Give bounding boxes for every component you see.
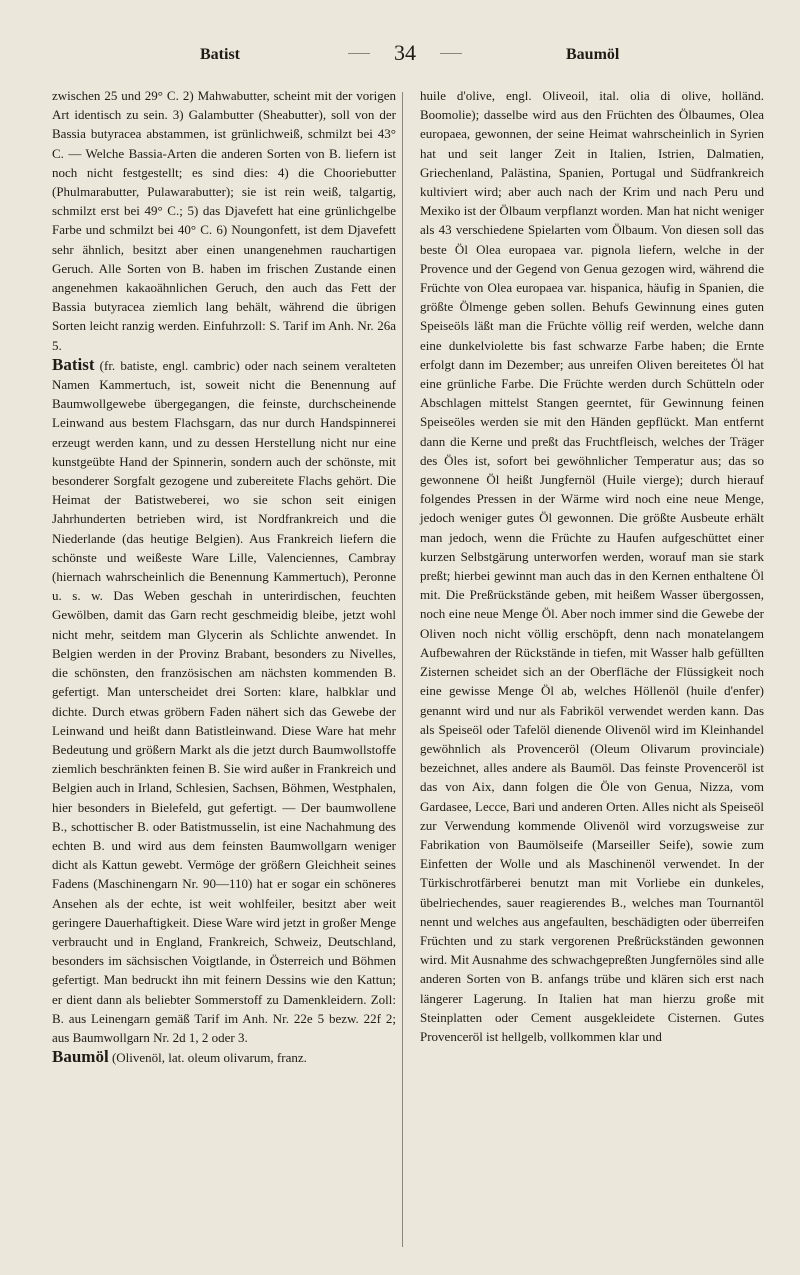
baumoel-entry-text-start: (Olivenöl, lat. oleum olivarum, franz. <box>108 1050 307 1066</box>
batist-entry <box>52 355 396 1047</box>
running-header <box>0 38 800 68</box>
column-divider <box>402 92 403 1247</box>
baumoel-entry <box>52 1047 396 1067</box>
baumoel-entry-continuation: huile d'olive, engl. Oliveoil, ital. olia di olive, holländ. Boomolie); dasselbe wird aus den Früchten des Ölbaumes, Olea europaea, gewonnen, der seine Heimat wahrscheinlich in Syrien hat und seit langer Zeit in Italien, Istrien, Dalmatien, Griechenland, Palästina, Spanien, Portugal und Südfrankreich kultiviert wird; aber auch nach der Krim und nach Peru und Mexiko ist der Ölbaum verpflanzt worden. Man hat nicht weniger als 43 verschiedene Spielarten vom Ölbaum. Von diesen soll das beste Öl Olea europaea var. pignola liefern, welche in der Provence und der Gegend von Genua gezogen wird, während die Früchte von Olea europaea var. hispanica, häufig in Spanien, die größte Ölmenge geben sollen. Behufs Gewinnung eines guten Speiseöls läßt man die Früchte völlig reif werden, welche dann eine dunkelviolette bis fast schwarze Farbe haben; die Ernte erfolgt dann im Dezember; aus unreifen Oliven bereitetes Öl hat eine grünliche Farbe. Die Früchte werden durch Schütteln oder Abschlagen mittelst Stangen geerntet, für Gewinnung feinen Speiseöles werden sie mit den Händen gepflückt. Man entfernt dann die Kerne und preßt das Fruchtfleisch, welches der Träger des Öles ist, sofort bei gewöhnlicher Temperatur aus; das so gewonnene Öl heißt Jungfernöl (Huile vierge); durch hierauf folgendes Pressen in der Wärme wird noch eine neue Menge, jedoch weniger gutes Öl gewonnen. Die größte Ausbeute erhält man jedoch, wenn die Früchte zu Haufen aufgeschüttet einer kurzen Selbstgärung unterworfen werden, worauf man sie stark preßt; hierbei gewinnt man auch das in den Kernen enthaltene Öl mit. Die Preßrückstände geben, mit heißem Wasser übergossen, noch eine neue Menge Öl. Aber noch immer sind die Gewebe der Oliven noch nicht völlig erschöpft, denn nach monatelangem Aufbewahren der Rückstände in tiefen, mit Wasser halb gefüllten Zisternen scheidet sich an der Oberfläche der Flüssigkeit noch eine gewisse Menge Öl ab, welches Höllenöl (huile d'enfer) genannt wird und nur als Fabriköl verwendet werden kann. Das als Speiseöl oder Tafelöl dienende Olivenöl wird im Kleinhandel gewöhnlich als Provenceröl (Oleum Olivarum provinciale) bezeichnet, alles andere als Baumöl. Das feinste Provenceröl ist das von Aix, dann folgen die Öle von Genua, Nizza, vom Gardasee, Lecce, Bari und anderen Orten. Alles nicht als Speiseöl zur Verwendung kommende Olivenöl wird vorzugsweise zur Fabrikation von Baumölseife (Marseiller Seife), sowie zum Einfetten der Wolle und als Maschinenöl verwendet. In der Türkischrotfärberei benutzt man mit Vorliebe ein dunkeles, übelriechendes, sauer reagierendes B., welches man Tournantöl nennt und welches aus angefaulten, beschädigten oder überreifen Früchten und zu stark vergorenen Preßrückständen gewonnen wird. Mit Ausnahme des schwachgepreßten Jungfernöles sind alle anderen Sorten von B. anfangs trübe und klären sich erst nach längerer Lagerung. In Italien hat man hierzu große mit Steinplatten oder Cement ausgekleidete Cisternen. Gutes Provenceröl ist hellgelb, vollkommen klar und <box>420 88 764 1044</box>
header-right-keyword: Baumöl <box>566 46 620 63</box>
batist-entry-text: (fr. batiste, engl. cambric) oder nach seinem veralteten Namen Kammertuch, ist, soweit nicht die Benennung auf Baumwollgewebe übergegangen, die feinste, durchscheinende Leinwand aus bestem Flachsgarn, das nur durch Handspinnerei erzeugt werden kann, und zu dessen Herstellung nicht nur eine kunstgeübte Hand der Spinnerin, sondern auch der schönste, mit besonderer Sorgfalt gezogene und zubereitete Flachs gehört. Die Heimat der Batistweberei, wo sie schon seit einigen Jahrhunderten betrieben wird, ist Nordfrankreich und die Niederlande (das heutige Belgien). Aus Frankreich liefern die schönste und weißeste Ware Lille, Valenciennes, Cambray (hiernach wahrscheinlich die Benennung Kammertuch), Peronne u. s. w. Das Weben geschah in unterirdischen, feuchten Gewölben, damit das Garn recht geschmeidig bleibe, jetzt wohl nicht mehr, seitdem man Glycerin als Schlichte anwendet. In Belgien werden in der Provinz Brabant, besonders zu Nivelles, die schönsten, den französischen am nächsten kommenden B. gefertigt. Man unterscheidet drei Sorten: klare, halbklar und dichte. Durch etwas gröbern Faden nähert sich das Gewebe der Leinwand und heißt dann Batistleinwand. Diese Ware hat mehr Bedeutung und größern Markt als die jetzt durch Baumwollstoffe ziemlich beschränkten feinen B. Sie wird außer in Frankreich und Belgien auch in Irland, Schlesien, Sachsen, Böhmen, Westphalen, hier besonders in Bielefeld, gut gefertigt. — Der baumwollene B., schottischer B. oder Batistmusselin, ist eine Nachahmung des echten B. und wird aus dem feinsten Baumwollgarn weniger dicht als Kattun gewebt. Vermöge der größern Gleichheit seines Fadens (Maschinengarn Nr. 90—110) hat er sogar ein schöneres Ansehen als der echte, ist weit wohlfeiler, besitzt aber weit geringere Dauerhaftigkeit. Diese Ware wird jetzt in großer Menge verbraucht und in England, Frankreich, Schweiz, Deutschland, besonders im sächsischen Voigtlande, in Österreich und Böhmen gefertigt. Man bedruckt ihn mit feinern Dessins wie den Kattun; er dient dann als beliebter Sommerstoff zu Damenkleidern. Zoll: B. aus Leinengarn gemäß Tarif im Anh. Nr. 22e 5 bezw. 22f 2; aus Baumwollgarn Nr. 2d 1, 2 oder 3. <box>52 357 396 1045</box>
entry-headword-batist: Batist <box>52 354 95 374</box>
right-column <box>420 86 764 1046</box>
bassia-butter-paragraph: zwischen 25 und 29° C. 2) Mahwabutter, scheint mit der vorigen Art identisch zu sein. 3) Galambutter (Sheabutter), soll von der Bassia butyracea abstammen, ist grünlichweiß, schmilzt bei 43° C. — Welche Bassia-Arten die anderen Sorten von B. liefern ist noch nicht festgestellt; es sind dies: 4) die Chooriebutter (Phulmarabutter, Pulawarabutter); sie ist rein weiß, talgartig, schmilzt erst bei 49° C.; 5) das Djavefett hat eine grünlichgelbe Farbe und schmilzt bei 40° C. 6) Noungonfett, ist dem Djavefett sehr ähnlich, besitzt aber einen unangenehmen rauchartigen Geruch. Alle Sorten von B. haben im frischen Zustande einen angenehmen kakaoähnlichen Geruch, den auch das Fett der Bassia butyracea ziemlich lang behält, während die übrigen Sorten leicht ranzig werden. Einfuhrzoll: S. Tarif im Anh. Nr. 26a 5. <box>52 88 396 353</box>
page-number: 34 <box>370 40 440 66</box>
left-column <box>52 86 396 1067</box>
entry-headword-baumoel: Baumöl <box>52 1047 109 1067</box>
header-left-keyword: Batist <box>200 46 240 63</box>
